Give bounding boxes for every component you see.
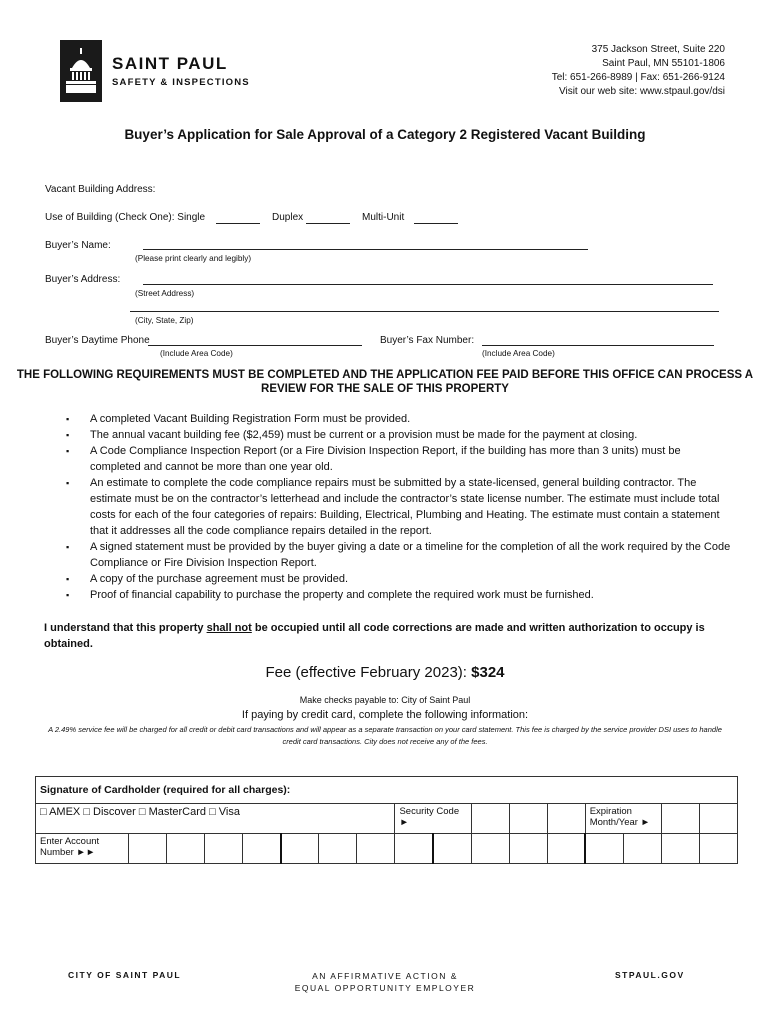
page-title: Buyer’s Application for Sale Approval of a Category 2 Registered Vacant Building [124, 127, 646, 142]
account-digit-box[interactable] [471, 834, 509, 864]
footer-website: STPAUL.GOV [615, 970, 685, 980]
requirement-item: ▪ The annual vacant building fee ($2,459) must be current or a provision must be made for the payment at closing. [64, 427, 734, 443]
security-digit-box[interactable] [509, 804, 547, 834]
footer-eeo-line-2: EQUAL OPPORTUNITY EMPLOYER [294, 983, 476, 993]
fax-number-field[interactable] [482, 345, 714, 346]
security-digit-box[interactable] [471, 804, 509, 834]
account-digit-box[interactable] [699, 834, 737, 864]
daytime-phone-label: Buyer’s Daytime Phone [45, 335, 150, 346]
city-hint: (City, State, Zip) [135, 316, 194, 325]
account-digit-box[interactable] [243, 834, 281, 864]
street-hint: (Street Address) [135, 289, 195, 298]
duplex-field[interactable] [306, 223, 350, 224]
capitol-dome-icon [60, 40, 102, 102]
card-type-cell[interactable] [36, 804, 395, 834]
checks-payable: Make checks payable to: City of Saint Paul [299, 695, 471, 705]
account-digit-box[interactable] [395, 834, 433, 864]
fee-label: Fee (effective February 2023): [265, 664, 472, 681]
website-line: Visit our web site: www.stpaul.gov/dsi [558, 86, 725, 97]
use-of-building-label: Use of Building (Check One): Single [45, 212, 206, 223]
vacant-address-label: Vacant Building Address: [45, 184, 156, 195]
city-state-zip-field[interactable] [130, 311, 719, 312]
security-code-label-cell [395, 804, 471, 834]
requirement-item: ▪ A completed Vacant Building Registration Form must be provided. [64, 411, 734, 427]
expiration-label: Expiration Month/Year ► [589, 806, 650, 828]
duplex-label: Duplex [272, 212, 304, 223]
saint-paul-logo [60, 40, 102, 102]
expiration-label-cell [585, 804, 661, 834]
expiration-digit-box[interactable] [661, 804, 699, 834]
occupancy-statement [44, 620, 750, 652]
expiration-digit-box[interactable] [699, 804, 737, 834]
footer-eeo [250, 970, 520, 994]
statement-emphasis: shall not [206, 622, 252, 634]
statement-pre: I understand that this property [44, 622, 207, 634]
single-field[interactable] [216, 223, 260, 224]
signature-cell[interactable] [36, 777, 738, 804]
street-address-field[interactable] [143, 284, 713, 285]
print-hint: (Please print clearly and legibly) [135, 254, 252, 263]
statement-post: be occupied until all code corrections are made and written authorization to occupy is obtained. [44, 622, 705, 650]
fax-area-code-hint: (Include Area Code) [482, 349, 555, 358]
account-digit-box[interactable] [357, 834, 395, 864]
brand-name: SAINT PAUL [112, 54, 228, 73]
account-digit-box[interactable] [281, 834, 319, 864]
signature-label: Signature of Cardholder (required for all charges): [40, 784, 291, 796]
buyer-name-field[interactable] [143, 249, 588, 250]
card-type-options: □ AMEX □ Discover □ MasterCard □ Visa [40, 806, 240, 818]
account-digit-box[interactable] [547, 834, 585, 864]
buyer-address-label: Buyer’s Address: [45, 274, 121, 285]
requirements-list [64, 411, 734, 603]
account-digit-box[interactable] [319, 834, 357, 864]
account-digit-box[interactable] [509, 834, 547, 864]
account-digit-box[interactable] [205, 834, 243, 864]
fax-number-label: Buyer’s Fax Number: [380, 335, 475, 346]
account-digit-box[interactable] [433, 834, 471, 864]
fee-line [0, 664, 770, 681]
daytime-phone-field[interactable] [148, 345, 362, 346]
account-digit-box[interactable] [623, 834, 661, 864]
security-digit-box[interactable] [547, 804, 585, 834]
phone-fax-line: Tel: 651-266-8989 | Fax: 651-266-9124 [551, 72, 725, 83]
requirement-item: ▪ A copy of the purchase agreement must be provided. [64, 571, 734, 587]
address-line-2: Saint Paul, MN 55101-1806 [602, 58, 725, 69]
requirement-item: ▪ A signed statement must be provided by the buyer giving a date or a timeline for the completion of all the work required by the Code Compliance or Fire Division Inspection Report. [64, 539, 734, 571]
account-digit-box[interactable] [129, 834, 167, 864]
account-digit-box[interactable] [585, 834, 623, 864]
account-digit-box[interactable] [661, 834, 699, 864]
multi-unit-label: Multi-Unit [362, 212, 405, 223]
credit-card-table [35, 776, 738, 864]
address-line-1: 375 Jackson Street, Suite 220 [591, 44, 725, 55]
credit-card-heading: If paying by credit card, complete the following information: [241, 709, 529, 721]
requirements-heading: THE FOLLOWING REQUIREMENTS MUST BE COMPLETED AND THE APPLICATION FEE PAID BEFORE THIS OFFICE CAN PROCESS A REVIEW FOR THE SALE OF THIS PROPERTY [16, 369, 754, 395]
footer-city: CITY OF SAINT PAUL [68, 970, 182, 980]
multi-unit-field[interactable] [414, 223, 458, 224]
fee-amount: $324 [471, 664, 505, 681]
footer-eeo-line-1: AN AFFIRMATIVE ACTION & [312, 971, 458, 981]
buyer-name-label: Buyer’s Name: [45, 240, 111, 251]
service-fee-note: A 2.49% service fee will be charged for all credit or debit card transactions and will appear as a separate transaction on your card statement. This fee is charged by the service provider DSI uses to handle credit card transactions. City does not receive any of the fees. [48, 725, 722, 746]
account-number-label-cell [36, 834, 129, 864]
account-digit-box[interactable] [167, 834, 205, 864]
security-code-label: Security Code ► [399, 806, 460, 828]
phone-area-code-hint: (Include Area Code) [160, 349, 233, 358]
requirement-item: ▪ An estimate to complete the code compliance repairs must be submitted by a state-licensed, general building contractor. The estimate must be on the contractor’s letterhead and include the contractor’s state license number. The estimate must include total costs for each of the four categories of repairs: Building, Electrical, Plumbing and Heating. The estimate must contain a statement that it addresses all the code compliance repairs detailed in the report. [64, 475, 734, 539]
requirement-item: ▪ A Code Compliance Inspection Report (or a Fire Division Inspection Report, if the building has more than 3 units) must be completed and cannot be more than one year old. [64, 443, 734, 475]
office-address [552, 43, 725, 99]
account-number-label: Enter Account Number ►► [40, 836, 100, 858]
brand-subtitle: SAFETY & INSPECTIONS [112, 77, 250, 88]
requirement-item: ▪ Proof of financial capability to purchase the property and complete the required work must be furnished. [64, 587, 734, 603]
